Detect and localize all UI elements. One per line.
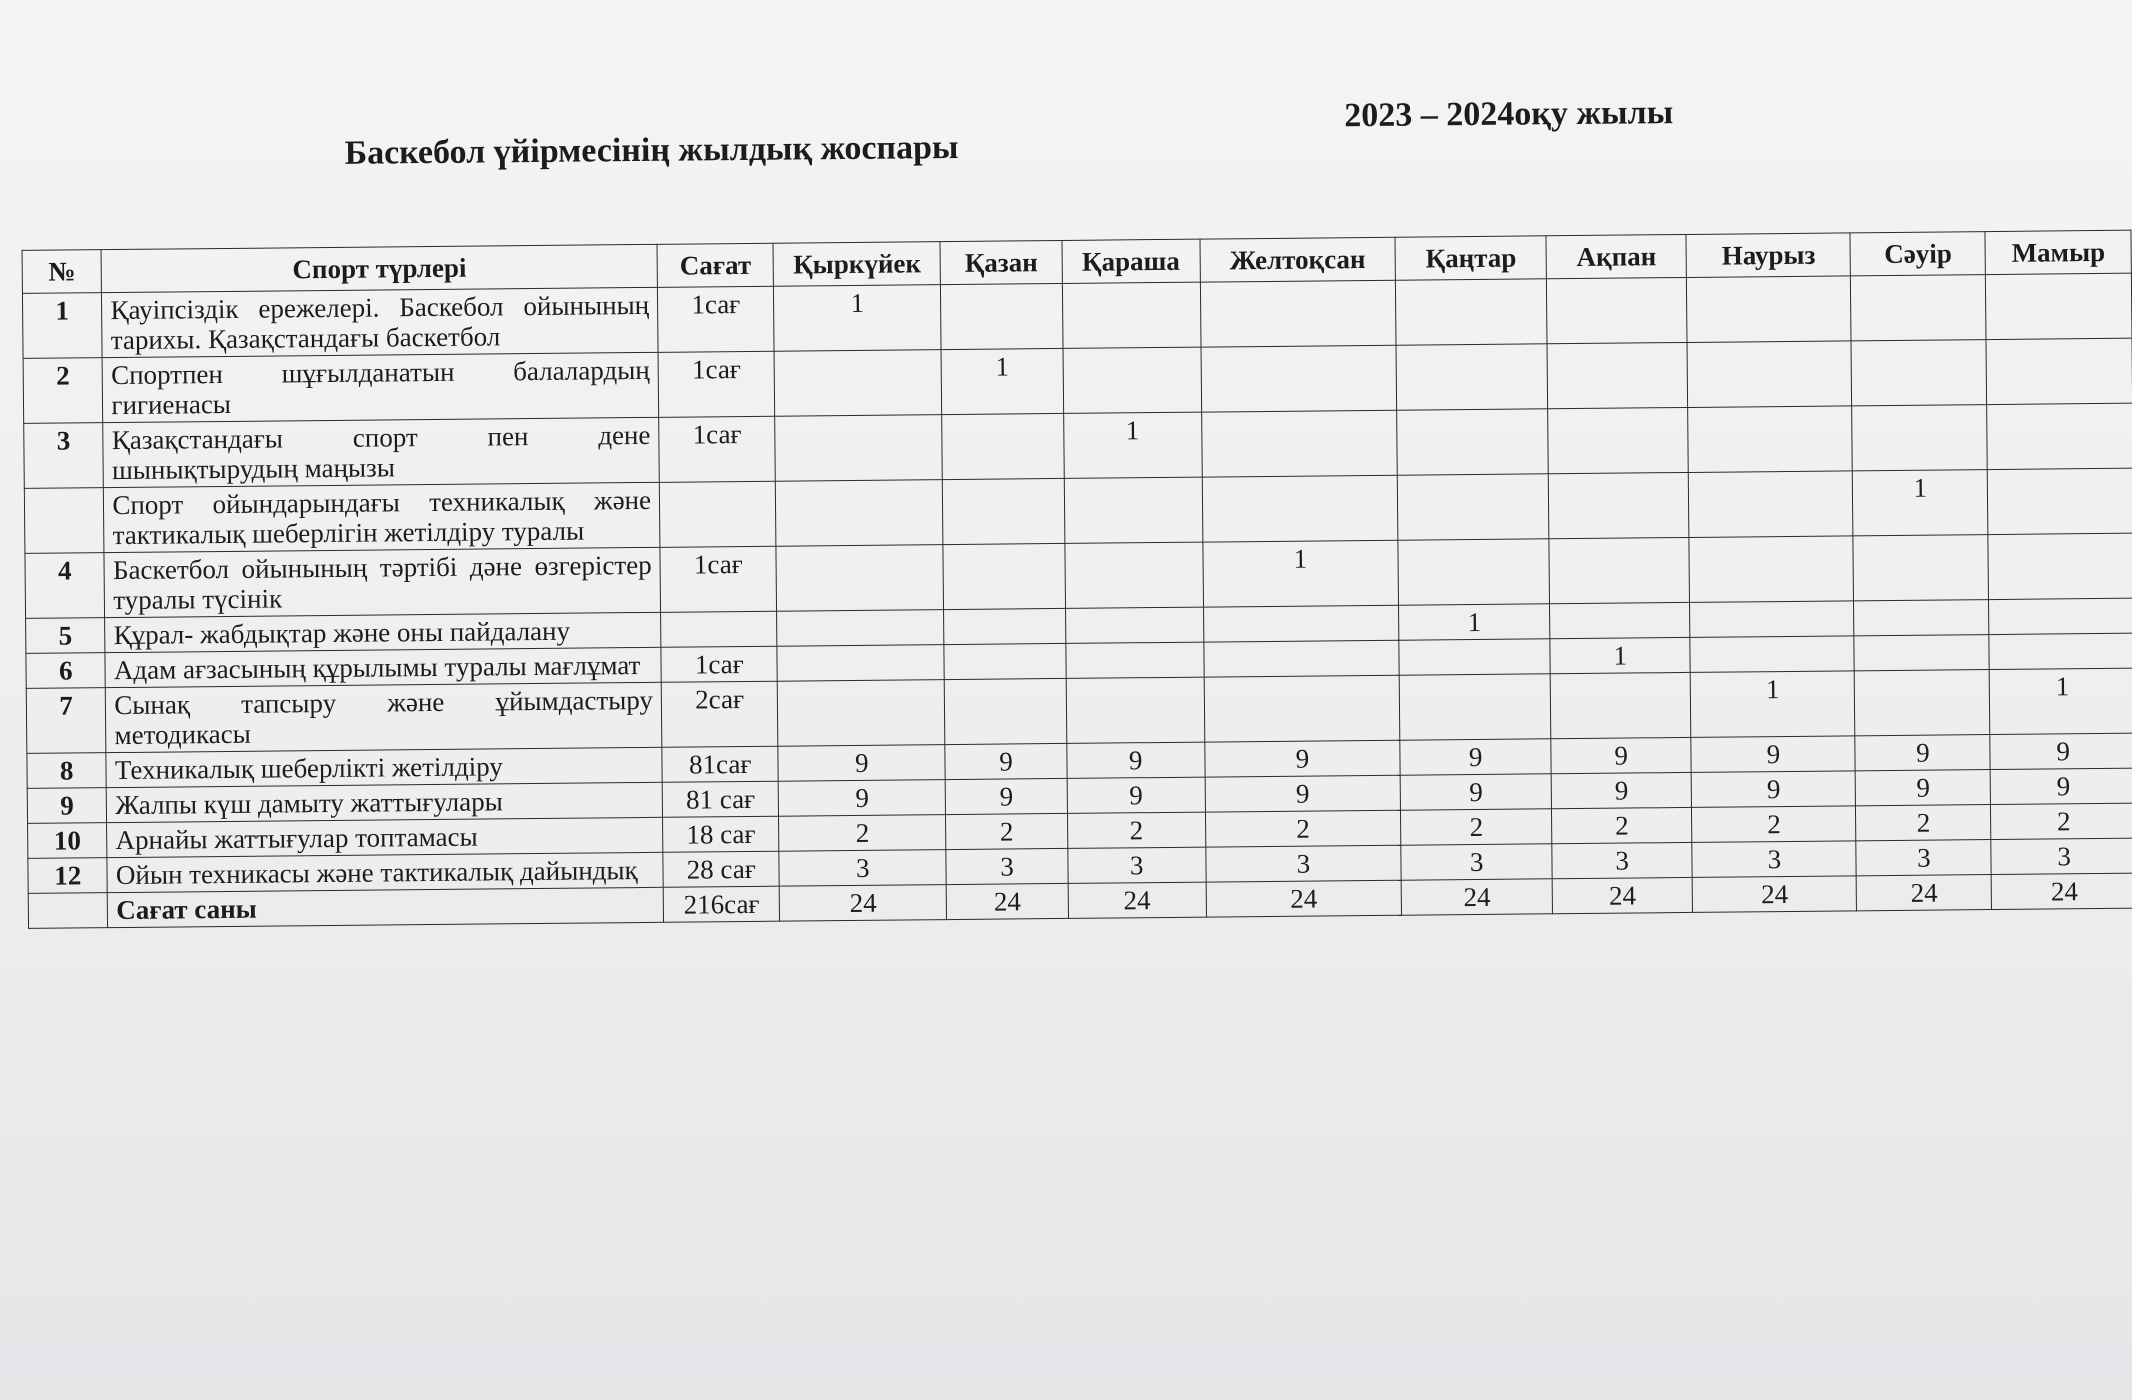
row-number: 12 xyxy=(28,858,108,894)
month-cell xyxy=(1855,670,1991,736)
month-cell: 1 xyxy=(1064,412,1202,478)
month-cell: 1 xyxy=(774,285,941,352)
month-cell xyxy=(1853,535,1989,601)
month-cell xyxy=(942,478,1064,544)
month-cell: 9 xyxy=(779,780,946,817)
total-num-cell xyxy=(28,893,108,929)
month-cell xyxy=(1201,345,1397,412)
month-cell xyxy=(1201,410,1397,477)
month-cell xyxy=(1689,536,1854,603)
row-hours: 2сағ xyxy=(661,681,778,747)
month-cell: 2 xyxy=(779,815,946,852)
month-cell xyxy=(1203,605,1399,642)
month-cell xyxy=(1688,406,1853,473)
month-cell xyxy=(1988,468,2132,534)
row-topic: Арнайы жаттығулар топтамасы xyxy=(107,817,663,857)
month-cell: 9 xyxy=(1691,736,1855,773)
month-cell xyxy=(1203,640,1399,677)
total-month-cell: 24 xyxy=(1401,879,1552,915)
month-cell xyxy=(1854,600,1989,636)
month-cell xyxy=(1988,533,2132,599)
month-cell: 9 xyxy=(1991,768,2132,804)
header-hours: Сағат xyxy=(657,243,774,287)
month-cell: 1 xyxy=(1202,540,1398,607)
month-cell: 3 xyxy=(779,850,946,887)
month-cell xyxy=(1396,344,1547,410)
row-hours xyxy=(661,611,778,647)
month-cell xyxy=(1550,602,1691,638)
month-cell xyxy=(776,545,943,612)
row-number xyxy=(24,488,104,554)
month-cell: 9 xyxy=(1855,735,1990,771)
row-hours xyxy=(659,481,776,547)
table-body xyxy=(22,273,2132,928)
row-topic: Спортпен шұғылданатын балалардың гигиенасы xyxy=(102,352,658,422)
header-month: Желтоқсан xyxy=(1199,237,1395,282)
month-cell xyxy=(1989,633,2132,669)
month-cell xyxy=(1548,472,1689,538)
month-cell: 1 xyxy=(1853,470,1989,536)
month-cell xyxy=(1986,273,2132,339)
header-month: Қыркүйек xyxy=(773,242,940,287)
month-cell: 2 xyxy=(1552,807,1693,843)
month-cell xyxy=(775,415,942,482)
month-cell xyxy=(1851,275,1987,341)
month-cell xyxy=(1066,642,1204,678)
row-hours: 81сағ xyxy=(662,746,779,782)
month-cell xyxy=(1689,471,1854,538)
month-cell: 1 xyxy=(1550,637,1691,673)
month-cell xyxy=(1687,341,1852,408)
month-cell: 9 xyxy=(1067,742,1205,778)
row-hours: 1сағ xyxy=(658,351,775,417)
month-cell: 9 xyxy=(1205,775,1401,812)
month-cell: 1 xyxy=(1691,671,1856,738)
month-cell: 2 xyxy=(1856,805,1991,841)
month-cell: 9 xyxy=(1204,740,1400,777)
month-cell xyxy=(1063,347,1201,413)
month-cell xyxy=(941,283,1063,349)
month-cell: 1 xyxy=(1990,668,2132,734)
month-cell xyxy=(1989,598,2132,634)
month-cell xyxy=(1065,607,1203,643)
academic-year: 2023 – 2024оқу жылы xyxy=(1344,94,1674,135)
row-number: 3 xyxy=(24,423,104,489)
month-cell xyxy=(1398,539,1549,605)
total-label: Сағат саны xyxy=(108,887,664,927)
total-month-cell: 24 xyxy=(1068,882,1206,918)
month-cell xyxy=(943,543,1065,609)
row-hours: 1сағ xyxy=(660,546,777,612)
month-cell xyxy=(1690,636,1854,673)
month-cell xyxy=(942,413,1064,479)
month-cell xyxy=(1548,407,1689,473)
row-hours: 1сағ xyxy=(659,416,776,482)
document-title: Баскебол үйірмесінің жылдық жоспары xyxy=(344,128,959,172)
month-cell: 9 xyxy=(1856,770,1991,806)
total-month-cell: 24 xyxy=(1552,877,1693,913)
header-month: Қаңтар xyxy=(1395,236,1546,280)
month-cell: 3 xyxy=(1068,847,1206,883)
total-month-cell: 24 xyxy=(1992,873,2132,909)
row-topic: Қауіпсіздік ережелері. Баскебол ойынының тарихы. Қазақстандағы баскетбол xyxy=(102,287,658,357)
month-cell xyxy=(1065,542,1203,608)
month-cell xyxy=(1062,282,1200,348)
month-cell: 1 xyxy=(941,348,1063,414)
total-month-cell: 24 xyxy=(946,883,1068,919)
document-page xyxy=(14,70,2132,1090)
row-hours: 1сағ xyxy=(661,646,778,682)
row-number: 8 xyxy=(27,753,107,789)
header-month: Наурыз xyxy=(1686,233,1850,278)
month-cell xyxy=(1986,338,2132,404)
month-cell xyxy=(1396,279,1547,345)
row-hours: 18 сағ xyxy=(663,816,780,852)
row-topic: Сынақ тапсыру және ұйымдастыру методикасы xyxy=(106,682,662,752)
total-month-cell: 24 xyxy=(1693,876,1857,913)
row-hours: 28 сағ xyxy=(663,851,780,887)
month-cell xyxy=(944,678,1066,744)
total-month-cell: 24 xyxy=(1857,875,1992,911)
month-cell: 3 xyxy=(1552,842,1693,878)
month-cell: 3 xyxy=(1401,844,1552,880)
row-topic: Жалпы күш дамыту жаттығулары xyxy=(107,782,663,822)
month-cell xyxy=(1690,601,1854,638)
row-topic: Спорт ойындарындағы техникалық және тактикалық шеберлігін жетілдіру туралы xyxy=(104,482,660,552)
month-cell xyxy=(1854,635,1989,671)
row-number: 1 xyxy=(22,293,102,359)
month-cell xyxy=(777,610,944,647)
month-cell xyxy=(944,608,1066,644)
row-topic: Қазақстандағы спорт пен дене шынықтырудың маңызы xyxy=(103,417,659,487)
row-topic: Құрал- жабдықтар және оны пайдалану xyxy=(105,612,661,652)
month-cell xyxy=(777,645,944,682)
month-cell: 2 xyxy=(1692,806,1856,843)
month-cell: 9 xyxy=(1400,739,1551,775)
month-cell xyxy=(1202,475,1398,542)
month-cell: 2 xyxy=(1205,810,1401,847)
month-cell: 9 xyxy=(1551,737,1692,773)
row-number: 7 xyxy=(26,688,106,754)
header-topic: Спорт түрлері xyxy=(101,244,657,292)
header-month: Сәуір xyxy=(1850,232,1985,276)
month-cell xyxy=(944,643,1066,679)
header-month: Ақпан xyxy=(1546,234,1687,278)
month-cell xyxy=(1398,474,1549,540)
month-cell xyxy=(1064,477,1202,543)
header-month: Мамыр xyxy=(1985,230,2131,274)
month-cell: 3 xyxy=(1205,845,1401,882)
month-cell: 9 xyxy=(778,745,945,782)
month-cell xyxy=(1550,672,1691,738)
month-cell xyxy=(1687,276,1852,343)
month-cell xyxy=(776,480,943,547)
month-cell: 9 xyxy=(1067,777,1205,813)
month-cell xyxy=(1547,277,1688,343)
month-cell xyxy=(1399,674,1550,740)
header-month: Қазан xyxy=(940,240,1062,284)
month-cell: 3 xyxy=(1856,840,1991,876)
month-cell: 3 xyxy=(1991,838,2132,874)
row-topic: Техникалық шеберлікті жетілдіру xyxy=(106,747,662,787)
month-cell: 2 xyxy=(1401,809,1552,845)
row-number: 2 xyxy=(23,358,103,424)
month-cell: 9 xyxy=(945,743,1067,779)
month-cell xyxy=(1397,409,1548,475)
row-number: 9 xyxy=(27,788,107,824)
row-hours: 81 сағ xyxy=(662,781,779,817)
month-cell xyxy=(1200,280,1396,347)
month-cell: 9 xyxy=(945,778,1067,814)
month-cell: 9 xyxy=(1990,733,2132,769)
month-cell: 3 xyxy=(1692,841,1856,878)
header-num: № xyxy=(22,250,102,294)
row-topic: Баскетбол ойынының тәртібі дәне өзгерістер туралы түсінік xyxy=(104,547,660,617)
month-cell xyxy=(1399,639,1550,675)
row-hours: 1сағ xyxy=(657,286,774,352)
row-topic: Ойын техникасы және тактикалық дайындық xyxy=(107,852,663,892)
month-cell: 9 xyxy=(1400,774,1551,810)
month-cell xyxy=(1852,405,1988,471)
month-cell: 1 xyxy=(1399,604,1550,640)
row-number: 10 xyxy=(28,823,108,859)
month-cell: 3 xyxy=(946,848,1068,884)
row-topic: Адам ағзасының құрылымы туралы мағлұмат xyxy=(105,647,661,687)
month-cell: 2 xyxy=(1067,812,1205,848)
month-cell xyxy=(1851,340,1987,406)
total-hours: 216сағ xyxy=(663,886,780,922)
month-cell xyxy=(778,680,945,747)
month-cell xyxy=(1547,342,1688,408)
total-month-cell: 24 xyxy=(780,885,947,922)
header-month: Қараша xyxy=(1062,239,1200,283)
month-cell xyxy=(775,350,942,417)
month-cell: 2 xyxy=(1991,803,2132,839)
month-cell: 9 xyxy=(1692,771,1856,808)
row-number: 4 xyxy=(25,553,105,619)
month-cell: 9 xyxy=(1551,772,1692,808)
annual-plan-table xyxy=(22,230,2132,929)
row-number: 5 xyxy=(26,618,106,654)
month-cell: 2 xyxy=(946,813,1068,849)
row-number: 6 xyxy=(26,653,106,689)
total-month-cell: 24 xyxy=(1206,880,1402,917)
month-cell xyxy=(1204,675,1400,742)
month-cell xyxy=(1066,677,1204,743)
month-cell xyxy=(1987,403,2132,469)
month-cell xyxy=(1549,537,1690,603)
